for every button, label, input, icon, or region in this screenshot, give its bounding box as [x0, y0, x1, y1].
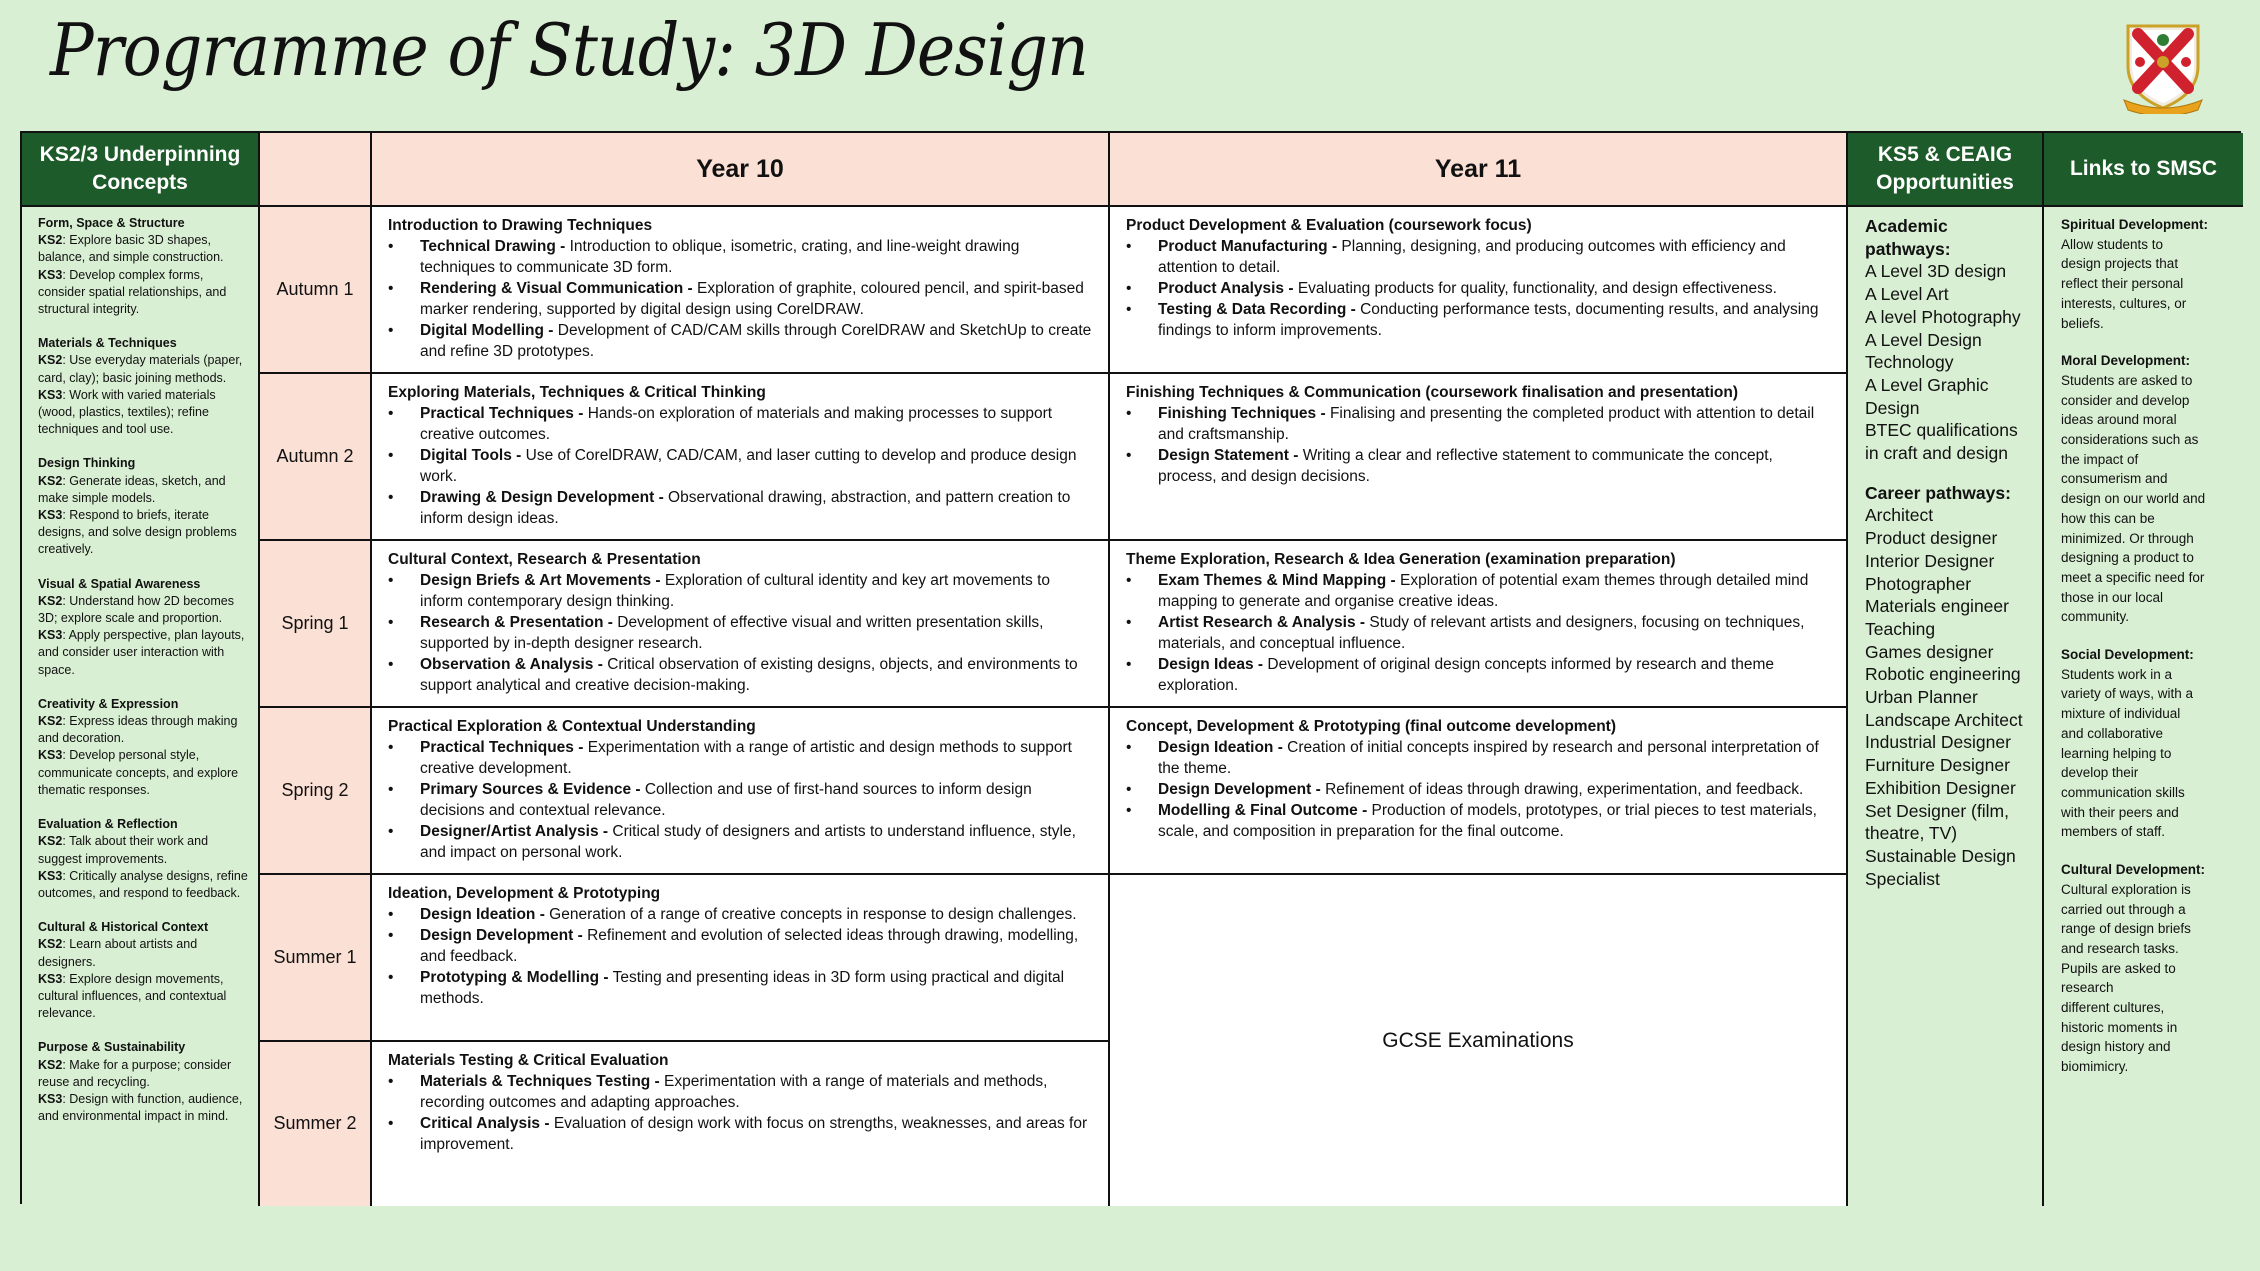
- topic-text: Experimentation with a range of materials and methods, recording outcomes and adapting approaches.: [420, 1073, 1048, 1111]
- topic-text: Evaluating products for quality, functionality, and design effectiveness.: [1293, 280, 1777, 297]
- academic-pathway: A Level Design: [1865, 329, 1982, 350]
- concept-ks2: KS2: Make for a purpose; consider reuse and recycling.: [38, 1057, 232, 1089]
- ks2-text: Use everyday materials (paper, card, clay); basic joining methods.: [38, 353, 243, 385]
- academic-pathway: Design: [1865, 397, 1920, 418]
- term-spring-2: Spring 2: [260, 708, 372, 875]
- smsc-line: communication skills: [2061, 784, 2185, 800]
- concept-title: Purpose & Sustainability: [38, 1040, 186, 1055]
- topic-label: Primary Sources & Evidence -: [420, 781, 641, 798]
- topic-label: Product Manufacturing -: [1158, 238, 1338, 255]
- cell-title: Practical Exploration & Contextual Understanding: [388, 718, 756, 735]
- year10-cell: [372, 1042, 1110, 1206]
- year10-cell: [372, 708, 1110, 875]
- academic-pathway: A Level Art: [1865, 284, 1949, 305]
- smsc-line: and collaborative: [2061, 725, 2164, 741]
- gcse-examinations: GCSE Examinations: [1110, 875, 1848, 1206]
- career-pathway: Furniture Designer: [1865, 755, 2010, 776]
- term-autumn-2: Autumn 2: [260, 374, 372, 541]
- ks3-label: KS3: [38, 1091, 63, 1106]
- topic-list: [388, 570, 1094, 696]
- term-summer-2: Summer 2: [260, 1042, 372, 1206]
- cell-title: Materials Testing & Critical Evaluation: [388, 1052, 669, 1069]
- ks3-label: KS3: [38, 868, 63, 883]
- cell-title: Concept, Development & Prototyping (final outcome development): [1126, 718, 1617, 735]
- career-pathway: Architect: [1865, 505, 1934, 526]
- smsc-line: variety of ways, with a: [2061, 686, 2194, 702]
- topic-text: Exploration of graphite, coloured pencil, and spirit-based marker rendering, supported by digital design using CorelDRAW.: [420, 280, 1084, 318]
- smsc-line: biomimicry.: [2061, 1059, 2129, 1075]
- concept-title: Cultural & Historical Context: [38, 920, 209, 935]
- smsc-line: interests, cultures, or: [2061, 295, 2187, 311]
- concept-group: [38, 455, 250, 558]
- topic-item: [388, 1113, 1094, 1155]
- topic-label: Finishing Techniques -: [1158, 405, 1326, 422]
- concept-ks3: KS3: Develop personal style, communicate concepts, and explore thematic responses.: [38, 748, 239, 797]
- career-pathway: Materials engineer: [1865, 596, 2009, 617]
- topic-item: [388, 320, 1094, 362]
- topic-text: Experimentation with a range of artistic and design methods to support creative development.: [420, 739, 1072, 777]
- ks2-label: KS2: [38, 593, 63, 608]
- topic-label: Modelling & Final Outcome -: [1158, 802, 1368, 819]
- smsc-line: considerations such as: [2061, 432, 2199, 448]
- academic-pathway: in craft and design: [1865, 443, 2009, 464]
- career-pathways-title: Career pathways:: [1865, 482, 2011, 503]
- topic-text: Development of CAD/CAM skills through CorelDRAW and SketchUp to create and refine 3D prototypes.: [420, 322, 1092, 360]
- school-crest-icon: [2118, 18, 2208, 114]
- ks3-text: Explore design movements, cultural influences, and contextual relevance.: [38, 971, 227, 1021]
- topic-text: Development of original design concepts informed by research and theme exploration.: [1158, 656, 1775, 694]
- term-spring-1: Spring 1: [260, 541, 372, 708]
- ks3-text: Work with varied materials (wood, plastics, textiles); refine techniques and tool use.: [38, 387, 216, 437]
- concept-ks2: KS2: Express ideas through making and decoration.: [38, 714, 238, 746]
- topic-item: [388, 236, 1094, 278]
- smsc-title: Moral Development:: [2061, 353, 2191, 369]
- smsc-line: design on our world and: [2061, 491, 2206, 507]
- topic-item: [388, 967, 1094, 1009]
- topic-text: Observational drawing, abstraction, and pattern creation to inform design ideas.: [420, 489, 1071, 527]
- smsc-line: Students are asked to: [2061, 372, 2193, 388]
- career-pathway: Specialist: [1865, 868, 1940, 889]
- topic-item: [388, 925, 1094, 967]
- topic-item: [388, 612, 1094, 654]
- ks2-text: Express ideas through making and decoration.: [38, 714, 238, 746]
- smsc-line: with their peers and: [2061, 804, 2179, 820]
- topic-text: Hands-on exploration of materials and making processes to support creative outcomes.: [420, 405, 1053, 443]
- topic-label: Exam Themes & Mind Mapping -: [1158, 572, 1396, 589]
- ks2-text: Talk about their work and suggest improvements.: [38, 834, 209, 866]
- topic-text: Critical study of designers and artists to understand influence, style, and impact on personal work.: [420, 823, 1076, 861]
- topic-item: [388, 737, 1094, 779]
- topic-item: [388, 278, 1094, 320]
- topic-text: Exploration of cultural identity and key art movements to inform contemporary design thinking.: [420, 572, 1051, 610]
- topic-item: [388, 904, 1094, 925]
- concept-ks2: KS2: Learn about artists and designers.: [38, 937, 198, 969]
- header-term-blank: [260, 133, 372, 207]
- ks3-label: KS3: [38, 508, 63, 523]
- smsc-line: research: [2061, 980, 2114, 996]
- ks3-label: KS3: [38, 387, 63, 402]
- topic-text: Planning, designing, and producing outcomes with efficiency and attention to detail.: [1158, 238, 1786, 276]
- ks3-text: Respond to briefs, iterate designs, and solve design problems creatively.: [38, 508, 237, 557]
- topic-text: Writing a clear and reflective statement to communicate the concept, process, and design decisions.: [1158, 447, 1773, 485]
- ks3-label: KS3: [38, 748, 63, 763]
- concept-title: Creativity & Expression: [38, 696, 179, 711]
- year11-cell: [1110, 207, 1848, 374]
- cell-title: Introduction to Drawing Techniques: [388, 217, 653, 234]
- topic-list: [388, 904, 1094, 1009]
- smsc-line: design history and: [2061, 1039, 2171, 1055]
- header-year10: Year 10: [372, 133, 1110, 207]
- career-pathway: Set Designer (film,: [1865, 800, 2009, 821]
- topic-item: [388, 1071, 1094, 1113]
- career-pathway: Interior Designer: [1865, 550, 1995, 571]
- topic-item: [1126, 236, 1832, 278]
- ks3-label: KS3: [38, 628, 63, 643]
- smsc-line: learning helping to: [2061, 745, 2172, 761]
- topic-text: Development of effective visual and written presentation skills, supported by in-depth designer research.: [420, 614, 1044, 652]
- concept-group: [38, 696, 250, 799]
- topic-item: [1126, 737, 1832, 779]
- topic-text: Collection and use of first-hand sources to inform design decisions and contextual relevance.: [420, 781, 1032, 819]
- smsc-line: different cultures,: [2061, 1000, 2165, 1016]
- topic-list: [388, 403, 1094, 529]
- academic-pathway: A Level Graphic: [1865, 374, 1989, 395]
- topic-item: [388, 570, 1094, 612]
- topic-item: [1126, 612, 1832, 654]
- ks2-label: KS2: [38, 1057, 63, 1072]
- smsc-line: how this can be: [2061, 510, 2155, 526]
- smsc-line: and research tasks.: [2061, 940, 2179, 956]
- smsc-line: mixture of individual: [2061, 706, 2181, 722]
- topic-item: [1126, 278, 1832, 299]
- term-autumn-1: Autumn 1: [260, 207, 372, 374]
- career-pathway: Games designer: [1865, 641, 1994, 662]
- term-summer-1: Summer 1: [260, 875, 372, 1042]
- ks2-text: Understand how 2D becomes 3D; explore scale and proportion.: [38, 593, 234, 626]
- topic-list: [388, 236, 1094, 362]
- topic-text: Refinement of ideas through drawing, experimentation, and feedback.: [1320, 781, 1804, 798]
- header-ks23: KS2/3 Underpinning Concepts: [22, 133, 260, 207]
- year11-cell: [1110, 708, 1848, 875]
- topic-list: [388, 737, 1094, 863]
- topic-list: [1126, 737, 1832, 842]
- concept-ks2: KS2: Explore basic 3D shapes, balance, and simple construction.: [38, 233, 224, 265]
- topic-text: Conducting performance tests, documenting results, and analysing findings to inform improvements.: [1158, 301, 1819, 339]
- ks3-label: KS3: [38, 267, 63, 282]
- topic-label: Prototyping & Modelling -: [420, 969, 609, 986]
- cell-title: Finishing Techniques & Communication (coursework finalisation and presentation): [1126, 384, 1739, 401]
- ks3-text: Critically analyse designs, refine outcomes, and respond to feedback.: [38, 868, 248, 900]
- topic-label: Digital Tools -: [420, 447, 522, 464]
- smsc-line: Cultural exploration is: [2061, 881, 2191, 897]
- topic-label: Drawing & Design Development -: [420, 489, 664, 506]
- topic-text: Use of CorelDRAW, CAD/CAM, and laser cutting to develop and produce design work.: [420, 447, 1077, 485]
- spacer: [2061, 333, 2235, 351]
- smsc-line: ideas around moral: [2061, 412, 2177, 428]
- topic-list: [1126, 570, 1832, 696]
- ks2-label: KS2: [38, 353, 63, 368]
- header-ks5: KS5 & CEAIG Opportunities: [1848, 133, 2044, 207]
- topic-label: Product Analysis -: [1158, 280, 1294, 297]
- topic-text: Evaluation of design work with focus on strengths, weaknesses, and areas for improvement.: [420, 1115, 1088, 1153]
- topic-label: Design Ideation -: [420, 906, 545, 923]
- year10-cell: [372, 374, 1110, 541]
- career-pathway: Landscape Architect: [1865, 709, 2023, 730]
- topic-item: [1126, 299, 1832, 341]
- smsc-line: community.: [2061, 609, 2130, 625]
- smsc-line: Students work in a: [2061, 666, 2173, 682]
- topic-text: Study of relevant artists and designers, focusing on techniques, materials, and conceptual influence.: [1158, 614, 1805, 652]
- topic-text: Production of models, prototypes, or trial pieces to test materials, scale, and composition in preparation for the final outcome.: [1158, 802, 1817, 840]
- topic-label: Design Briefs & Art Movements -: [420, 572, 661, 589]
- ks2-text: Explore basic 3D shapes, balance, and simple construction.: [38, 233, 224, 265]
- topic-text: Finalising and presenting the completed product with attention to detail and craftsmanship.: [1158, 405, 1815, 443]
- smsc-title: Cultural Development:: [2061, 862, 2206, 878]
- topic-label: Practical Techniques -: [420, 739, 584, 756]
- concept-ks3: KS3: Apply perspective, plan layouts, and consider user interaction with space.: [38, 628, 245, 677]
- concept-ks3: KS3: Respond to briefs, iterate designs, and solve design problems creatively.: [38, 508, 237, 557]
- topic-item: [388, 403, 1094, 445]
- year11-cell: [1110, 541, 1848, 708]
- topic-list: [1126, 403, 1832, 487]
- smsc-line: meet a specific need for: [2061, 569, 2205, 585]
- smsc-line: historic moments in: [2061, 1019, 2178, 1035]
- career-pathway: Product designer: [1865, 528, 1998, 549]
- career-pathway: Sustainable Design: [1865, 845, 2016, 866]
- topic-label: Rendering & Visual Communication -: [420, 280, 693, 297]
- concept-group: [38, 335, 250, 438]
- year11-cell: [1110, 374, 1848, 541]
- smsc-line: beliefs.: [2061, 315, 2104, 331]
- ks2-text: Make for a purpose; consider reuse and recycling.: [38, 1057, 232, 1089]
- smsc-line: range of design briefs: [2061, 921, 2191, 937]
- academic-pathway: Technology: [1865, 352, 1954, 373]
- concept-group: [38, 816, 250, 902]
- smsc-line: Pupils are asked to: [2061, 960, 2176, 976]
- ks3-label: KS3: [38, 971, 63, 986]
- page-title: Programme of Study: 3D Design: [50, 8, 1088, 92]
- career-pathway: Robotic engineering: [1865, 664, 2021, 685]
- year10-cell: [372, 875, 1110, 1042]
- spacer: [2061, 627, 2235, 645]
- concept-ks2: KS2: Generate ideas, sketch, and make simple models.: [38, 473, 226, 505]
- concept-title: Form, Space & Structure: [38, 216, 185, 230]
- ks3-text: Design with function, audience, and environmental impact in mind.: [38, 1091, 243, 1124]
- topic-label: Design Statement -: [1158, 447, 1299, 464]
- topic-label: Observation & Analysis -: [420, 656, 603, 673]
- smsc-line: those in our local: [2061, 589, 2164, 605]
- academic-pathway: BTEC qualifications: [1865, 420, 2018, 441]
- topic-label: Testing & Data Recording -: [1158, 301, 1356, 318]
- topic-label: Critical Analysis -: [420, 1115, 550, 1132]
- smsc-line: members of staff.: [2061, 824, 2166, 840]
- topic-item: [1126, 800, 1832, 842]
- header-smsc: Links to SMSC: [2044, 133, 2243, 207]
- cell-title: Ideation, Development & Prototyping: [388, 885, 661, 902]
- academic-pathway: A level Photography: [1865, 306, 2021, 327]
- ks3-text: Develop personal style, communicate concepts, and explore thematic responses.: [38, 748, 239, 797]
- topic-text: Exploration of potential exam themes through detailed mind mapping to generate and organise creative ideas.: [1158, 572, 1809, 610]
- concept-title: Evaluation & Reflection: [38, 817, 178, 832]
- cell-title: Product Development & Evaluation (coursework focus): [1126, 217, 1532, 234]
- topic-label: Design Ideation -: [1158, 739, 1283, 756]
- topic-label: Technical Drawing -: [420, 238, 566, 255]
- topic-label: Design Development -: [1158, 781, 1321, 798]
- smsc-line: designing a product to: [2061, 550, 2194, 566]
- smsc-column: [2044, 207, 2243, 1206]
- ks2-label: KS2: [38, 937, 63, 952]
- topic-label: Materials & Techniques Testing -: [420, 1073, 660, 1090]
- topic-item: [1126, 779, 1832, 800]
- concept-group: [38, 215, 250, 318]
- smsc-line: develop their: [2061, 765, 2139, 781]
- ks2-text: Learn about artists and designers.: [38, 937, 198, 969]
- smsc-title: Social Development:: [2061, 647, 2194, 663]
- concept-group: [38, 919, 250, 1022]
- academic-pathway: A Level 3D design: [1865, 261, 2007, 282]
- topic-list: [1126, 236, 1832, 341]
- concept-ks3: KS3: Design with function, audience, and environmental impact in mind.: [38, 1091, 243, 1124]
- topic-label: Research & Presentation -: [420, 614, 613, 631]
- ks2-label: KS2: [38, 834, 63, 849]
- ks2-text: Generate ideas, sketch, and make simple models.: [38, 473, 226, 505]
- topic-item: [388, 654, 1094, 696]
- smsc-line: carried out through a: [2061, 901, 2186, 917]
- smsc-title: Spiritual Development:: [2061, 217, 2209, 232]
- concept-ks2: KS2: Understand how 2D becomes 3D; explore scale and proportion.: [38, 593, 234, 626]
- smsc-line: consider and develop: [2061, 392, 2190, 408]
- academic-pathways-title: Academic pathways:: [1865, 216, 1951, 259]
- career-pathway: Urban Planner: [1865, 687, 1978, 708]
- ks5-column: [1848, 207, 2044, 1206]
- year10-cell: [372, 541, 1110, 708]
- topic-text: Generation of a range of creative concepts in response to design challenges.: [544, 906, 1077, 923]
- cell-title: Exploring Materials, Techniques & Critical Thinking: [388, 384, 766, 401]
- smsc-line: the impact of: [2061, 451, 2139, 467]
- concept-ks2: KS2: Use everyday materials (paper, card, clay); basic joining methods.: [38, 353, 243, 385]
- concept-group: [38, 576, 250, 679]
- smsc-line: consumerism and: [2061, 471, 2168, 487]
- career-pathway: Teaching: [1865, 618, 1936, 639]
- topic-item: [388, 821, 1094, 863]
- ks2-label: KS2: [38, 233, 63, 248]
- concept-ks3: KS3: Explore design movements, cultural influences, and contextual relevance.: [38, 971, 227, 1021]
- topic-text: Critical observation of existing designs, objects, and environments to support analytical and creative decision-making.: [420, 656, 1078, 694]
- ks23-column: [22, 207, 260, 1206]
- topic-item: [388, 445, 1094, 487]
- concept-ks2: KS2: Talk about their work and suggest improvements.: [38, 834, 209, 866]
- topic-text: Testing and presenting ideas in 3D form using practical and digital methods.: [420, 969, 1065, 1007]
- career-pathway: Exhibition Designer: [1865, 777, 2016, 798]
- concept-title: Design Thinking: [38, 456, 136, 471]
- topic-item: [1126, 654, 1832, 696]
- topic-text: Introduction to oblique, isometric, crating, and line-weight drawing techniques to communicate 3D form.: [420, 238, 1020, 276]
- spacer: [1865, 465, 2036, 482]
- concept-ks3: KS3: Work with varied materials (wood, plastics, textiles); refine techniques and tool use.: [38, 387, 216, 437]
- topic-item: [1126, 403, 1832, 445]
- topic-list: [388, 1071, 1094, 1155]
- concept-title: Visual & Spatial Awareness: [38, 576, 201, 591]
- cell-title: Cultural Context, Research & Presentation: [388, 551, 701, 568]
- ks2-label: KS2: [38, 714, 63, 729]
- topic-label: Design Development -: [420, 927, 583, 944]
- career-pathway: Industrial Designer: [1865, 732, 2011, 753]
- ks2-label: KS2: [38, 473, 63, 488]
- topic-item: [388, 779, 1094, 821]
- topic-item: [388, 487, 1094, 529]
- concept-ks3: KS3: Develop complex forms, consider spatial relationships, and structural integrity.: [38, 267, 227, 317]
- smsc-line: reflect their personal: [2061, 276, 2184, 292]
- year10-cell: [372, 207, 1110, 374]
- topic-text: Creation of initial concepts inspired by research and personal interpretation of the theme.: [1158, 739, 1819, 777]
- smsc-line: minimized. Or through: [2061, 530, 2194, 546]
- cell-title: Theme Exploration, Research & Idea Generation (examination preparation): [1126, 551, 1676, 568]
- spacer: [2061, 842, 2235, 860]
- topic-label: Artist Research & Analysis -: [1158, 614, 1366, 631]
- smsc-line: design projects that: [2061, 256, 2179, 272]
- topic-label: Practical Techniques -: [420, 405, 584, 422]
- header-year11: Year 11: [1110, 133, 1848, 207]
- ks3-text: Develop complex forms, consider spatial relationships, and structural integrity.: [38, 267, 227, 317]
- concept-ks3: KS3: Critically analyse designs, refine outcomes, and respond to feedback.: [38, 868, 248, 900]
- topic-label: Digital Modelling -: [420, 322, 554, 339]
- topic-label: Designer/Artist Analysis -: [420, 823, 609, 840]
- programme-table: [20, 131, 2241, 1204]
- topic-item: [1126, 445, 1832, 487]
- topic-item: [1126, 570, 1832, 612]
- career-pathway: theatre, TV): [1865, 823, 1958, 844]
- ks3-text: Apply perspective, plan layouts, and consider user interaction with space.: [38, 628, 245, 677]
- career-pathway: Photographer: [1865, 573, 1972, 594]
- topic-label: Design Ideas -: [1158, 656, 1264, 673]
- concept-group: [38, 1039, 250, 1125]
- smsc-line: Allow students to: [2061, 236, 2164, 252]
- topic-text: Refinement and evolution of selected ideas through drawing, modelling, and feedback.: [420, 927, 1079, 965]
- concept-title: Materials & Techniques: [38, 336, 177, 351]
